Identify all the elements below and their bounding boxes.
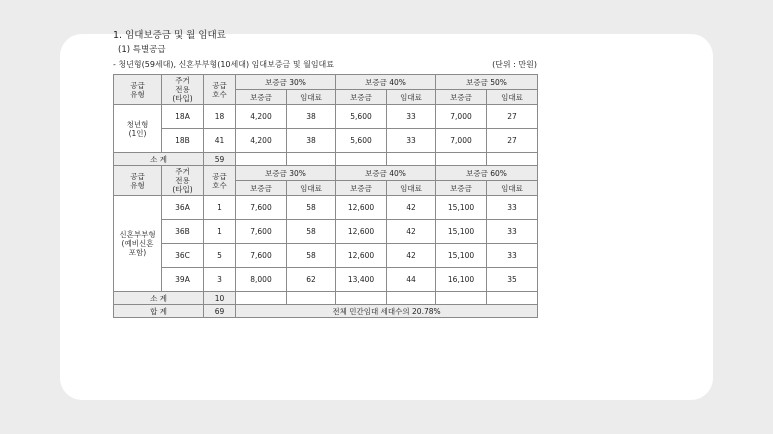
subtotal-label: 소 계 [114,153,204,166]
section-subtitle: (1) 특별공급 [118,45,166,55]
subtotal-value: 10 [204,292,236,305]
rent-cell: 33 [487,244,538,268]
rent-cell: 35 [487,268,538,292]
rent-cell: 38 [287,129,336,153]
header-rent: 임대료 [487,181,538,196]
deposit-cell: 4,200 [236,105,287,129]
empty-cell [487,292,538,305]
header-deposit-group: 보증금 60% [436,166,538,181]
empty-cell [287,292,336,305]
table-caption [113,59,537,70]
table-row [114,268,538,292]
empty-cell [436,292,487,305]
header-rent: 임대료 [287,90,336,105]
rent-cell: 42 [387,244,436,268]
empty-cell [436,153,487,166]
header-supply-units: 공급 호수 [204,166,236,196]
units-cell: 1 [204,220,236,244]
rent-cell: 27 [487,129,538,153]
rent-cell: 38 [287,105,336,129]
header-rent: 임대료 [387,90,436,105]
empty-cell [336,292,387,305]
rent-cell: 58 [287,220,336,244]
empty-cell [387,292,436,305]
header-rent: 임대료 [487,90,538,105]
deposit-cell: 7,600 [236,196,287,220]
table-row [114,244,538,268]
supply-type-cell: 청년형 (1인) [114,105,162,153]
table-note: - 청년형(59세대), 신혼부부형(10세대) 임대보증금 및 월임대료 [113,60,335,69]
area-type-cell: 36A [162,196,204,220]
area-type-cell: 18A [162,105,204,129]
total-value: 69 [204,305,236,318]
rent-cell: 62 [287,268,336,292]
empty-cell [287,153,336,166]
rent-cell: 42 [387,220,436,244]
deposit-cell: 15,100 [436,244,487,268]
deposit-cell: 15,100 [436,196,487,220]
empty-cell [236,153,287,166]
header-rent: 임대료 [287,181,336,196]
rent-table-body [114,75,538,318]
deposit-cell: 16,100 [436,268,487,292]
table-row [114,166,538,181]
total-note: 전체 민간임대 세대수의 20.78% [236,305,538,318]
header-deposit: 보증금 [436,90,487,105]
table-row [114,292,538,305]
deposit-cell: 5,600 [336,105,387,129]
rent-cell: 33 [387,129,436,153]
header-deposit: 보증금 [336,181,387,196]
total-label: 합 계 [114,305,204,318]
header-area-type: 주거 전용 (타입) [162,75,204,105]
header-deposit-group: 보증금 40% [336,75,436,90]
empty-cell [387,153,436,166]
header-area-type: 주거 전용 (타입) [162,166,204,196]
table-row [114,105,538,129]
supply-type-cell: 신혼부부형 (예비신혼 포함) [114,196,162,292]
table-row [114,220,538,244]
rent-cell: 42 [387,196,436,220]
header-deposit-group: 보증금 50% [436,75,538,90]
deposit-cell: 8,000 [236,268,287,292]
units-cell: 3 [204,268,236,292]
header-rent: 임대료 [387,181,436,196]
header-deposit: 보증금 [436,181,487,196]
table-row [114,75,538,90]
deposit-cell: 7,000 [436,129,487,153]
document-content [113,30,537,318]
deposit-cell: 7,600 [236,244,287,268]
header-supply-type: 공급 유형 [114,166,162,196]
area-type-cell: 36B [162,220,204,244]
units-cell: 18 [204,105,236,129]
units-cell: 1 [204,196,236,220]
units-cell: 41 [204,129,236,153]
rent-cell: 33 [487,196,538,220]
empty-cell [236,292,287,305]
deposit-cell: 12,600 [336,244,387,268]
deposit-cell: 7,600 [236,220,287,244]
header-deposit: 보증금 [236,90,287,105]
table-row [114,196,538,220]
deposit-cell: 5,600 [336,129,387,153]
section-title: 1. 임대보증금 및 월 임대료 [113,30,226,41]
empty-cell [487,153,538,166]
deposit-cell: 12,600 [336,196,387,220]
deposit-cell: 4,200 [236,129,287,153]
rent-cell: 58 [287,196,336,220]
header-supply-units: 공급 호수 [204,75,236,105]
table-row [114,129,538,153]
subtotal-value: 59 [204,153,236,166]
rent-cell: 27 [487,105,538,129]
deposit-cell: 13,400 [336,268,387,292]
rent-cell: 58 [287,244,336,268]
units-cell: 5 [204,244,236,268]
area-type-cell: 39A [162,268,204,292]
rent-table [113,74,538,318]
area-type-cell: 18B [162,129,204,153]
deposit-cell: 15,100 [436,220,487,244]
rent-cell: 33 [487,220,538,244]
table-row [114,305,538,318]
deposit-cell: 12,600 [336,220,387,244]
area-type-cell: 36C [162,244,204,268]
header-deposit-group: 보증금 40% [336,166,436,181]
header-deposit: 보증금 [336,90,387,105]
header-deposit-group: 보증금 30% [236,166,336,181]
header-supply-type: 공급 유형 [114,75,162,105]
rent-cell: 33 [387,105,436,129]
table-row [114,153,538,166]
unit-label: (단위 : 만원) [492,60,537,69]
deposit-cell: 7,000 [436,105,487,129]
subtotal-label: 소 계 [114,292,204,305]
header-deposit: 보증금 [236,181,287,196]
header-deposit-group: 보증금 30% [236,75,336,90]
empty-cell [336,153,387,166]
rent-cell: 44 [387,268,436,292]
